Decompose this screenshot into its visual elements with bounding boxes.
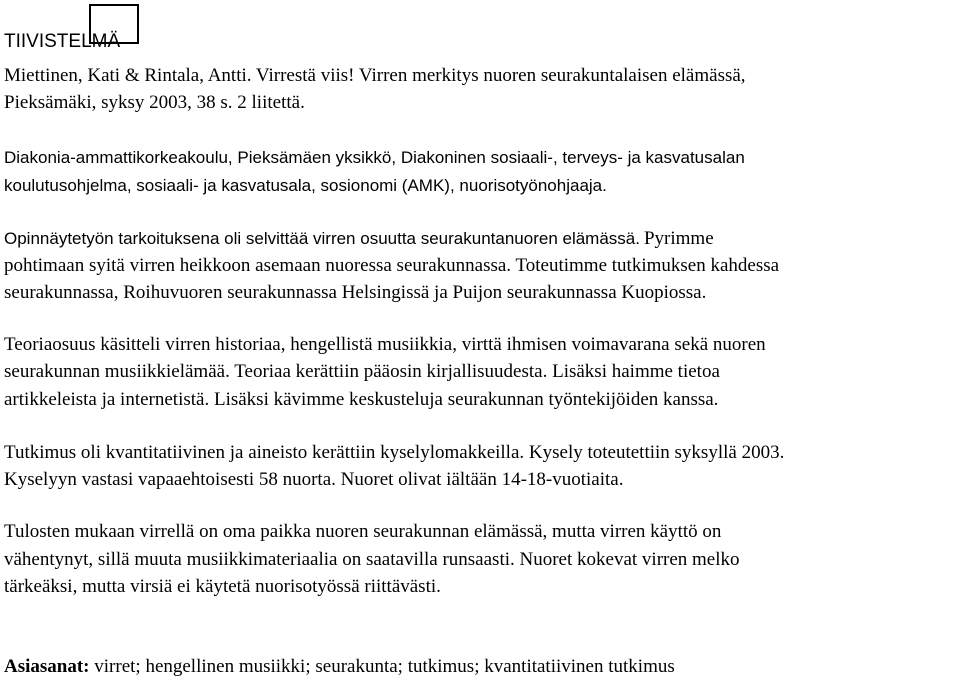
citation-line-2: Pieksämäki, syksy 2003, 38 s. 2 liitettä. — [4, 92, 305, 113]
purpose-line-2b: Toteutimme tutkimuksen kahdessa — [515, 255, 780, 276]
purpose-line-3: seurakunnassa, Roihuvuoren seurakunnassa Helsingissä ja Puijon seurakunnassa Kuopiossa. — [4, 282, 707, 303]
purpose-continuation: Pyrimme — [643, 228, 714, 249]
results-line-3: tärkeäksi, mutta virsiä ei käytetä nuorisotyössä riittävästi. — [4, 576, 441, 597]
institution-line-1: Diakonia-ammattikorkeakoulu, Pieksämäen yksikkö, Diakoninen sosiaali-, terveys- ja kasvatusalan — [4, 148, 745, 167]
keywords-value: virret; hengellinen musiikki; seurakunta; tutkimus; kvantitatiivinen tutkimus — [89, 656, 675, 677]
institution-line-2: koulutusohjelma, sosiaali- ja kasvatusala, sosionomi (AMK), nuorisotyönohjaaja. — [4, 176, 607, 195]
keywords-line — [4, 655, 675, 679]
citation-line-1: Miettinen, Kati & Rintala, Antti. Virrestä viis! Virren merkitys nuoren seurakuntalaisen elämässä, — [4, 65, 746, 86]
purpose-sentence: Opinnäytetyön tarkoituksena oli selvittää virren osuutta seurakuntanuoren elämässä. — [4, 229, 640, 248]
purpose-line-2 — [4, 254, 779, 278]
theory-line-1: Teoriaosuus käsitteli virren historiaa, hengellistä musiikkia, virttä ihmisen voimavarana sekä nuoren — [4, 334, 766, 355]
keywords-label: Asiasanat: — [4, 656, 90, 677]
results-line-2: vähentynyt, sillä muuta musiikkimateriaalia on saatavilla runsaasti. Nuoret kokevat virren melko — [4, 549, 740, 570]
theory-line-2: seurakunnan musiikkielämää. Teoriaa kerättiin pääosin kirjallisuudesta. Lisäksi haimme tietoa — [4, 361, 720, 382]
purpose-line-1 — [4, 227, 714, 252]
page-title: TIIVISTELMÄ — [4, 31, 121, 52]
results-line-1: Tulosten mukaan virrellä on oma paikka nuoren seurakunnan elämässä, mutta virren käyttö on — [4, 521, 722, 542]
theory-line-3: artikkeleista ja internetistä. Lisäksi kävimme keskusteluja seurakunnan työntekijöiden kanssa. — [4, 389, 719, 410]
method-line-1: Tutkimus oli kvantitatiivinen ja aineisto kerättiin kyselylomakkeilla. Kysely toteutettiin syksyllä 2003. — [4, 442, 785, 463]
method-line-2: Kyselyyn vastasi vapaaehtoisesti 58 nuorta. Nuoret olivat iältään 14-18-vuotiaita. — [4, 469, 624, 490]
purpose-line-2a: pohtimaan syitä virren heikkoon asemaan nuoressa seurakunnassa. — [4, 255, 512, 276]
